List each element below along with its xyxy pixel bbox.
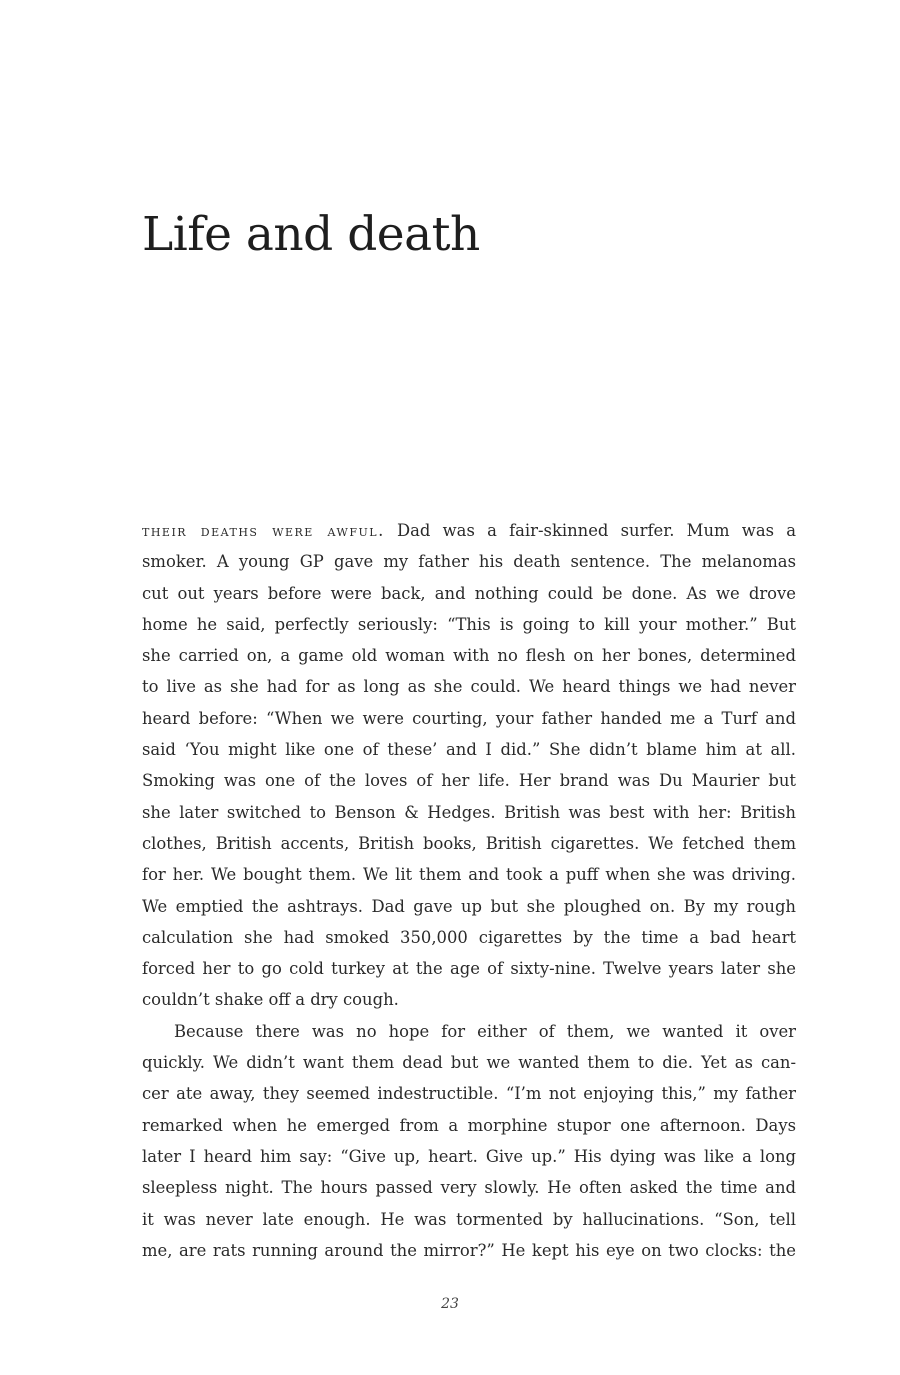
page-number: 23	[441, 1296, 459, 1312]
paragraph-line: sleepless night. The hours passed very slowly. He often asked the time and	[142, 1178, 796, 1198]
paragraph-line: she later switched to Benson & Hedges. British was best with her: British	[142, 802, 796, 822]
paragraph-line: clothes, British accents, British books, British cigarettes. We fetched them	[142, 833, 796, 853]
paragraph-line	[142, 515, 796, 546]
paragraph-line: smoker. A young GP gave my father his death sentence. The melanomas	[142, 552, 796, 572]
paragraph-line: to live as she had for as long as she could. We heard things we had never	[142, 677, 796, 697]
paragraph-line: later I heard him say: “Give up, heart. Give up.” His dying was like a long	[142, 1146, 796, 1166]
paragraph-line: heard before: “When we were courting, your father handed me a Turf and	[142, 708, 796, 728]
paragraph-line: it was never late enough. He was tormented by hallucinations. “Son, tell	[142, 1209, 796, 1229]
paragraph-line: cut out years before were back, and nothing could be done. As we drove	[142, 583, 796, 603]
chapter-title: Life and death	[142, 207, 480, 262]
paragraph-line: said ‘You might like one of these’ and I did.” She didn’t blame him at all.	[142, 740, 796, 760]
paragraph-line: for her. We bought them. We lit them and took a puff when she was driving.	[142, 865, 796, 885]
first-line-text: Dad was a fair-skinned surfer. Mum was a	[384, 521, 796, 540]
chapter-body	[142, 515, 796, 1266]
paragraph-line: she carried on, a game old woman with no flesh on her bones, determined	[142, 646, 796, 666]
paragraph-line: quickly. We didn’t want them dead but we wanted them to die. Yet as can-	[142, 1053, 796, 1073]
paragraph-line: Smoking was one of the loves of her life. Her brand was Du Maurier but	[142, 771, 796, 791]
paragraph-line-indented: Because there was no hope for either of them, we wanted it over	[174, 1021, 796, 1041]
lead-in-small-caps: their deaths were awful.	[142, 521, 385, 540]
paragraph-line: We emptied the ashtrays. Dad gave up but she ploughed on. By my rough	[142, 896, 796, 916]
paragraph-line: remarked when he emerged from a morphine stupor one afternoon. Days	[142, 1115, 796, 1135]
paragraph-line: forced her to go cold turkey at the age of sixty-nine. Twelve years later she	[142, 959, 796, 979]
paragraph-line-last: couldn’t shake off a dry cough.	[142, 990, 399, 1010]
paragraph-line: home he said, perfectly seriously: “This is going to kill your mother.” But	[142, 614, 796, 634]
paragraph-line: calculation she had smoked 350,000 cigarettes by the time a bad heart	[142, 927, 796, 947]
paragraph-line: me, are rats running around the mirror?” He kept his eye on two clocks: the	[142, 1240, 796, 1260]
paragraph-line: cer ate away, they seemed indestructible. “I’m not enjoying this,” my father	[142, 1084, 796, 1104]
